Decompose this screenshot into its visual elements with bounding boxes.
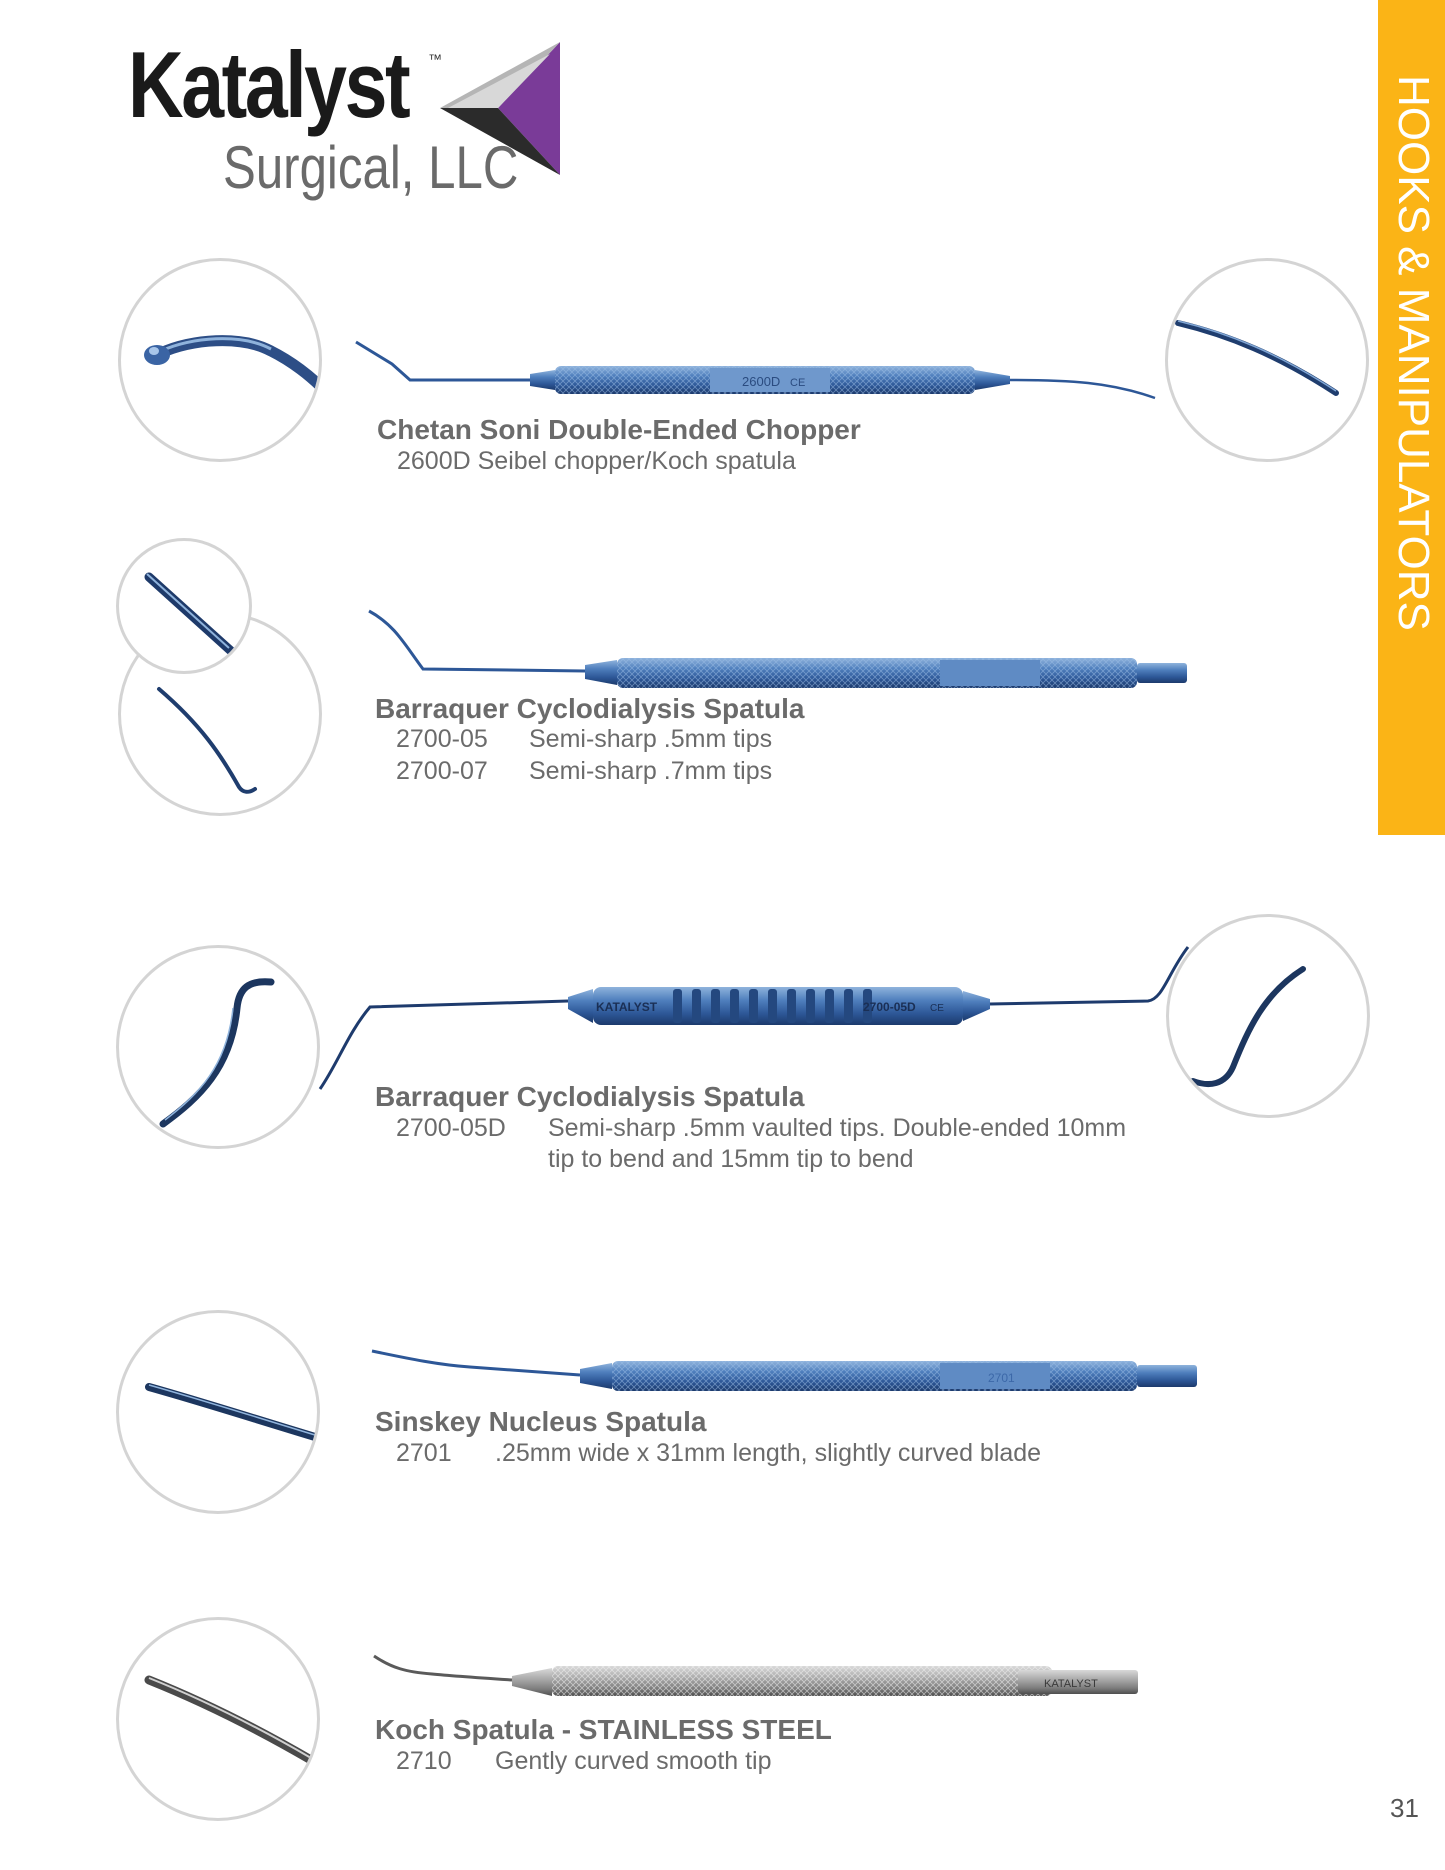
brand-triangle-icon	[440, 40, 565, 180]
tip-magnifier-left	[116, 1617, 320, 1821]
nucleus-spatula-tip-icon	[119, 1313, 320, 1514]
product-title: Barraquer Cyclodialysis Spatula	[375, 1081, 805, 1112]
double-ended-spatula-image	[318, 943, 1193, 1093]
product-description: .25mm wide x 31mm length, slightly curved blade	[495, 1439, 1042, 1467]
product-title: Chetan Soni Double-Ended Chopper	[377, 414, 861, 445]
section-tab-label: HOOKS & MANIPULATORS	[1389, 75, 1438, 631]
spatula-tip-icon	[119, 541, 252, 674]
product-title: Barraquer Cyclodialysis Spatula	[375, 693, 805, 724]
tip-magnifier-left	[118, 258, 322, 462]
sinskey-spatula-image	[370, 1345, 1200, 1405]
product-code: 2701	[396, 1439, 452, 1467]
koch-spatula-image	[372, 1652, 1142, 1712]
trademark-symbol: ™	[428, 51, 442, 67]
handle-engraving: 2700-05D	[863, 1000, 916, 1014]
handle-engraving: 2600D	[742, 374, 781, 389]
product-code: 2700-05	[396, 725, 488, 753]
tip-magnifier-left	[116, 945, 320, 1149]
tip-magnifier-right	[1166, 914, 1370, 1118]
product-description: Semi-sharp .7mm tips	[529, 757, 773, 785]
brand-name: Katalyst	[128, 32, 409, 137]
brand-subtitle: Surgical, LLC	[223, 134, 519, 201]
product-title: Sinskey Nucleus Spatula	[375, 1406, 707, 1437]
koch-spatula-tip-icon	[119, 1620, 320, 1821]
vaulted-tip-icon	[1169, 917, 1370, 1118]
spatula-tip-icon	[1168, 261, 1369, 462]
tip-magnifier-upper	[116, 538, 252, 674]
ce-mark: CE	[790, 377, 806, 389]
handle-brand: KATALYST	[1044, 1678, 1098, 1690]
handle-engraving: 2701	[988, 1371, 1015, 1385]
tip-magnifier-right	[1165, 258, 1369, 462]
vaulted-tip-icon	[119, 948, 320, 1149]
product-description: Gently curved smooth tip	[495, 1747, 772, 1775]
product-description: Semi-sharp .5mm tips	[529, 725, 773, 753]
product-description: Semi-sharp .5mm vaulted tips. Double-ended 10mm	[548, 1114, 1127, 1142]
ce-mark: CE	[930, 1003, 944, 1014]
product-line: 2600D Seibel chopper/Koch spatula	[397, 447, 796, 475]
cyclodialysis-spatula-image	[365, 605, 1195, 690]
product-code: 2700-05D	[396, 1114, 506, 1142]
product-code: 2710	[396, 1747, 452, 1775]
chopper-tip-icon	[121, 261, 322, 462]
product-title: Koch Spatula - STAINLESS STEEL	[375, 1714, 832, 1745]
product-code: 2700-07	[396, 757, 488, 785]
handle-brand: KATALYST	[596, 1000, 658, 1014]
tip-magnifier-left	[116, 1310, 320, 1514]
product-description: tip to bend and 15mm tip to bend	[548, 1145, 914, 1173]
chopper-instrument-image	[350, 330, 1160, 405]
page-number: 31	[1390, 1793, 1419, 1823]
